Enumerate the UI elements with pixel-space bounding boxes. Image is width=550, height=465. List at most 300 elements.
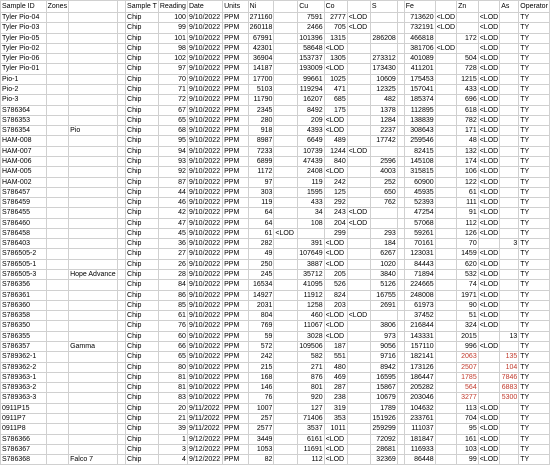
table-cell[interactable]: Chip [126,413,159,423]
table-cell[interactable]: 87 [158,177,187,187]
table-cell[interactable] [117,444,125,454]
table-cell[interactable]: TY [519,54,550,64]
table-cell[interactable]: TY [519,167,550,177]
table-cell[interactable] [274,84,298,94]
table-cell[interactable]: 123031 [404,249,435,259]
table-cell[interactable] [397,270,404,280]
table-cell[interactable]: 1971 [457,290,479,300]
table-cell[interactable] [500,64,519,74]
table-cell[interactable] [117,300,125,310]
table-cell[interactable]: <LOD [479,343,499,350]
table-cell[interactable] [274,136,298,146]
table-cell[interactable] [46,280,68,290]
table-cell[interactable] [435,342,456,352]
table-cell[interactable]: 4393 [298,126,324,136]
table-cell[interactable] [347,43,370,53]
table-cell[interactable] [46,126,68,136]
table-cell[interactable] [397,33,404,43]
table-cell[interactable]: 122 [457,177,479,187]
table-cell[interactable]: 70 [457,239,479,249]
table-cell[interactable]: 1172 [248,167,274,177]
column-header[interactable]: As [500,1,519,13]
table-cell[interactable]: Chip [126,126,159,136]
table-cell[interactable] [117,208,125,218]
table-cell[interactable]: 1053 [248,444,274,454]
sample-id-cell[interactable]: S789363-1 [1,372,47,382]
table-cell[interactable] [397,259,404,269]
table-cell[interactable]: 6649 [298,136,324,146]
table-cell[interactable]: Chip [126,372,159,382]
sample-id-cell[interactable]: S786460 [1,218,47,228]
zone-cell[interactable] [69,105,118,115]
table-cell[interactable] [435,259,456,269]
table-cell[interactable] [500,290,519,300]
table-cell[interactable] [46,33,68,43]
table-cell[interactable]: 2507 [457,362,479,372]
table-cell[interactable]: 732191 [404,23,435,33]
table-cell[interactable]: TY [519,372,550,382]
table-cell[interactable]: <LOD [347,23,370,33]
table-cell[interactable]: 57068 [404,218,435,228]
table-cell[interactable] [347,321,370,331]
table-cell[interactable] [274,300,298,310]
sample-id-cell[interactable]: S786455 [1,208,47,218]
table-cell[interactable] [435,331,456,341]
table-cell[interactable] [347,115,370,125]
table-cell[interactable] [397,198,404,208]
table-cell[interactable] [274,187,298,197]
table-cell[interactable] [117,218,125,228]
table-cell[interactable] [347,393,370,403]
table-cell[interactable] [46,321,68,331]
table-cell[interactable]: TY [519,362,550,372]
table-cell[interactable]: <LOD [324,115,347,125]
table-cell[interactable] [435,126,456,136]
table-cell[interactable]: <LOD [479,425,499,433]
table-cell[interactable] [274,239,298,249]
table-cell[interactable] [397,342,404,352]
table-cell[interactable]: <LOD [479,127,499,135]
table-cell[interactable]: 2577 [248,424,274,434]
table-cell[interactable]: 9/10/2022 [187,156,222,166]
table-cell[interactable] [397,434,404,444]
table-cell[interactable]: Chip [126,434,159,444]
column-header[interactable] [274,1,298,13]
table-cell[interactable] [397,444,404,454]
table-cell[interactable] [500,95,519,105]
table-cell[interactable]: PPM [223,280,248,290]
table-cell[interactable] [397,54,404,64]
table-cell[interactable] [347,444,370,454]
table-cell[interactable] [435,372,456,382]
zone-cell[interactable] [69,156,118,166]
table-cell[interactable]: 185374 [404,95,435,105]
table-cell[interactable]: TY [519,280,550,290]
zone-cell[interactable] [69,393,118,403]
table-cell[interactable]: 3840 [370,270,397,280]
table-cell[interactable]: 47439 [298,156,324,166]
table-cell[interactable]: 480 [324,362,347,372]
table-cell[interactable]: <LOD [479,14,499,21]
table-cell[interactable]: 205 [324,270,347,280]
sample-id-cell[interactable]: S789362-2 [1,362,47,372]
sample-id-cell[interactable]: Tyler Pio-01 [1,64,47,74]
table-cell[interactable]: 1 [158,434,187,444]
table-cell[interactable]: 1378 [370,105,397,115]
table-cell[interactable]: PPM [223,43,248,53]
table-cell[interactable]: 9/10/2022 [187,311,222,321]
table-cell[interactable]: 9/10/2022 [187,259,222,269]
table-cell[interactable] [397,23,404,33]
table-cell[interactable]: <LOD [479,445,499,453]
sample-id-cell[interactable]: S786353 [1,115,47,125]
table-cell[interactable] [117,403,125,413]
table-cell[interactable]: 94 [158,146,187,156]
table-cell[interactable] [478,331,499,341]
table-cell[interactable] [46,187,68,197]
table-cell[interactable] [117,413,125,423]
table-cell[interactable] [117,84,125,94]
table-cell[interactable]: <LOD [479,178,499,186]
table-cell[interactable]: TY [519,444,550,454]
table-cell[interactable] [274,321,298,331]
table-cell[interactable] [117,43,125,53]
table-cell[interactable]: <LOD [479,199,499,207]
table-cell[interactable]: Chip [126,23,159,33]
table-cell[interactable] [397,84,404,94]
sample-id-cell[interactable]: S786368 [1,455,47,465]
table-cell[interactable]: 704 [457,413,479,423]
zone-cell[interactable] [69,228,118,238]
table-cell[interactable]: 112 [457,218,479,228]
sample-id-cell[interactable]: 0911P7 [1,413,47,423]
table-cell[interactable] [435,311,456,321]
table-cell[interactable]: 9/10/2022 [187,342,222,352]
table-cell[interactable]: 58648 [298,43,324,53]
table-cell[interactable]: <LOD [479,219,499,227]
table-cell[interactable] [274,424,298,434]
table-cell[interactable] [500,136,519,146]
table-cell[interactable]: 433 [298,198,324,208]
table-cell[interactable] [397,393,404,403]
table-cell[interactable] [347,95,370,105]
table-cell[interactable] [46,413,68,423]
table-cell[interactable]: <LOD [274,228,298,238]
table-cell[interactable]: 918 [248,126,274,136]
table-cell[interactable]: 66 [158,342,187,352]
table-cell[interactable] [397,177,404,187]
table-cell[interactable]: 83 [158,393,187,403]
table-cell[interactable]: Chip [126,54,159,64]
table-cell[interactable]: 101 [158,33,187,43]
table-cell[interactable]: <LOD [324,43,347,53]
table-cell[interactable] [478,352,499,362]
table-cell[interactable] [397,249,404,259]
table-cell[interactable]: 71 [158,84,187,94]
table-cell[interactable]: 65 [158,115,187,125]
table-cell[interactable] [397,280,404,290]
table-cell[interactable]: Chip [126,239,159,249]
sample-id-cell[interactable]: S786505-2 [1,249,47,259]
table-cell[interactable] [370,23,397,33]
table-cell[interactable] [500,249,519,259]
table-cell[interactable]: 5126 [370,280,397,290]
table-cell[interactable]: TY [519,259,550,269]
table-cell[interactable]: <LOD [324,311,347,321]
table-cell[interactable]: 173126 [404,362,435,372]
table-cell[interactable] [500,455,519,465]
table-cell[interactable] [435,270,456,280]
table-cell[interactable] [274,342,298,352]
table-cell[interactable]: 11790 [248,95,274,105]
table-cell[interactable] [117,270,125,280]
table-cell[interactable]: 7591 [298,13,324,23]
table-cell[interactable]: 112 [298,455,324,465]
zone-cell[interactable] [69,372,118,382]
table-cell[interactable] [500,54,519,64]
table-cell[interactable]: 1215 [457,74,479,84]
table-cell[interactable]: 9/10/2022 [187,228,222,238]
table-cell[interactable] [117,321,125,331]
table-cell[interactable] [347,424,370,434]
table-cell[interactable]: 9/10/2022 [187,187,222,197]
table-cell[interactable] [347,167,370,177]
table-cell[interactable] [298,228,324,238]
zone-cell[interactable] [69,198,118,208]
sample-id-cell[interactable]: S786364 [1,105,47,115]
table-cell[interactable]: TY [519,321,550,331]
table-cell[interactable]: 9/10/2022 [187,43,222,53]
table-cell[interactable]: Chip [126,455,159,465]
table-cell[interactable] [435,393,456,403]
zone-cell[interactable]: Hope Advance [70,271,116,279]
table-cell[interactable] [274,126,298,136]
table-cell[interactable] [397,362,404,372]
table-cell[interactable]: 15867 [370,383,397,393]
table-cell[interactable]: Chip [126,444,159,454]
table-cell[interactable]: 293 [370,228,397,238]
table-cell[interactable]: 401089 [404,54,435,64]
table-cell[interactable]: 2015 [457,331,479,341]
table-cell[interactable] [397,64,404,74]
table-cell[interactable]: <LOD [479,209,499,217]
table-cell[interactable]: 1244 [324,146,347,156]
table-cell[interactable]: TY [519,208,550,218]
table-cell[interactable] [274,177,298,187]
table-cell[interactable]: <LOD [479,271,499,279]
table-cell[interactable]: 113 [457,403,479,413]
zone-cell[interactable] [69,413,118,423]
table-cell[interactable]: 8492 [298,105,324,115]
table-cell[interactable]: PPM [223,270,248,280]
table-cell[interactable] [46,84,68,94]
table-cell[interactable]: 48 [457,136,479,146]
table-cell[interactable]: 460 [298,311,324,321]
table-cell[interactable]: 9/10/2022 [187,84,222,94]
table-cell[interactable] [347,84,370,94]
table-cell[interactable] [397,321,404,331]
table-cell[interactable]: 125 [324,187,347,197]
table-cell[interactable]: 82 [248,455,274,465]
table-cell[interactable] [500,228,519,238]
table-cell[interactable]: TY [519,228,550,238]
table-cell[interactable]: 620 [457,259,479,269]
table-cell[interactable]: 804 [248,311,274,321]
table-cell[interactable]: 182141 [404,352,435,362]
table-cell[interactable]: 209 [298,115,324,125]
table-cell[interactable] [46,239,68,249]
table-cell[interactable]: 80 [158,362,187,372]
table-cell[interactable] [397,455,404,465]
table-cell[interactable]: 49 [248,249,274,259]
table-cell[interactable]: 9/10/2022 [187,136,222,146]
table-cell[interactable] [46,290,68,300]
table-cell[interactable]: 245 [248,270,274,280]
table-cell[interactable]: PPM [223,126,248,136]
sample-id-cell[interactable]: S786357 [1,342,47,352]
table-cell[interactable]: 9/10/2022 [187,383,222,393]
table-cell[interactable]: 2345 [248,105,274,115]
table-cell[interactable]: Chip [126,115,159,125]
zone-cell[interactable] [69,23,118,33]
table-cell[interactable]: 85 [158,300,187,310]
table-cell[interactable] [500,218,519,228]
table-cell[interactable] [435,280,456,290]
zone-cell[interactable] [69,167,118,177]
table-cell[interactable] [478,362,499,372]
table-cell[interactable] [435,198,456,208]
table-cell[interactable]: 2691 [370,300,397,310]
table-cell[interactable] [46,393,68,403]
table-cell[interactable]: Chip [126,198,159,208]
table-cell[interactable]: PPM [223,115,248,125]
table-cell[interactable]: 526 [324,280,347,290]
zone-cell[interactable] [69,177,118,187]
table-cell[interactable]: 840 [324,156,347,166]
table-cell[interactable]: 801 [298,383,324,393]
table-cell[interactable] [397,126,404,136]
table-cell[interactable]: 5103 [248,84,274,94]
table-cell[interactable]: 713620 [404,13,435,23]
table-cell[interactable]: PPM [223,95,248,105]
table-cell[interactable] [397,383,404,393]
table-cell[interactable]: Chip [126,321,159,331]
table-cell[interactable] [500,403,519,413]
table-cell[interactable] [117,198,125,208]
table-cell[interactable] [435,228,456,238]
table-cell[interactable] [397,43,404,53]
table-cell[interactable]: 51 [457,311,479,321]
sample-id-cell[interactable]: HAM-007 [1,146,47,156]
table-cell[interactable]: 20 [158,403,187,413]
table-cell[interactable]: 60 [158,331,187,341]
table-cell[interactable] [347,156,370,166]
table-cell[interactable] [46,259,68,269]
column-header[interactable]: Units [223,1,248,13]
table-cell[interactable]: 21 [158,413,187,423]
table-cell[interactable]: PPM [223,403,248,413]
table-cell[interactable]: 9/10/2022 [187,218,222,228]
zone-cell[interactable] [69,362,118,372]
table-cell[interactable]: 37452 [404,311,435,321]
table-cell[interactable]: 3887 [298,259,324,269]
table-cell[interactable]: 286208 [370,33,397,43]
table-cell[interactable] [500,156,519,166]
zone-cell[interactable] [69,403,118,413]
table-cell[interactable] [117,290,125,300]
table-cell[interactable]: 99661 [298,74,324,84]
table-cell[interactable] [274,95,298,105]
table-cell[interactable]: PPM [223,167,248,177]
table-cell[interactable] [274,290,298,300]
table-cell[interactable] [347,259,370,269]
table-cell[interactable]: PPM [223,198,248,208]
table-cell[interactable] [46,434,68,444]
zone-cell[interactable] [69,249,118,259]
table-cell[interactable]: 161 [457,434,479,444]
table-cell[interactable]: <LOD [479,55,499,63]
table-cell[interactable]: 9/10/2022 [187,23,222,33]
table-cell[interactable]: 572 [248,342,274,352]
table-cell[interactable]: PPM [223,444,248,454]
table-cell[interactable]: 109506 [299,343,323,350]
table-cell[interactable]: <LOD [324,249,347,259]
table-cell[interactable] [500,300,519,310]
table-cell[interactable]: 233761 [404,413,435,423]
table-cell[interactable] [117,177,125,187]
table-cell[interactable]: 1020 [370,259,397,269]
table-cell[interactable]: Chip [126,362,159,372]
sample-id-cell[interactable]: 0911P15 [1,403,47,413]
table-cell[interactable] [500,444,519,454]
table-cell[interactable]: 72092 [370,434,397,444]
table-cell[interactable]: 175453 [404,74,435,84]
sample-id-cell[interactable]: Pio-3 [1,95,47,105]
column-header[interactable]: Ni [248,1,274,13]
table-cell[interactable]: <LOD [479,301,499,309]
table-cell[interactable] [435,455,456,465]
table-cell[interactable] [347,177,370,187]
table-cell[interactable]: 157041 [404,84,435,94]
table-cell[interactable]: Chip [126,156,159,166]
table-cell[interactable]: PPM [223,208,248,218]
table-cell[interactable]: 9/10/2022 [187,280,222,290]
table-cell[interactable]: 4003 [370,167,397,177]
table-cell[interactable]: TY [519,74,550,84]
table-cell[interactable]: 9/10/2022 [187,321,222,331]
table-cell[interactable]: 299 [324,228,347,238]
table-cell[interactable] [397,413,404,423]
table-cell[interactable] [274,259,298,269]
table-cell[interactable]: 36 [158,239,187,249]
sample-id-cell[interactable]: S786354 [1,126,47,136]
table-cell[interactable]: 287 [324,383,347,393]
table-cell[interactable] [46,444,68,454]
table-cell[interactable]: PPM [223,105,248,115]
table-cell[interactable]: TY [519,136,550,146]
table-cell[interactable] [347,403,370,413]
table-cell[interactable]: 98 [158,43,187,53]
table-cell[interactable] [46,362,68,372]
table-cell[interactable] [117,105,125,115]
table-cell[interactable]: 8942 [370,362,397,372]
table-cell[interactable]: 242 [324,177,347,187]
table-cell[interactable]: PPM [223,383,248,393]
table-cell[interactable]: 9/10/2022 [187,393,222,403]
table-cell[interactable]: 248008 [404,290,435,300]
table-cell[interactable]: 252 [370,177,397,187]
table-cell[interactable] [117,146,125,156]
